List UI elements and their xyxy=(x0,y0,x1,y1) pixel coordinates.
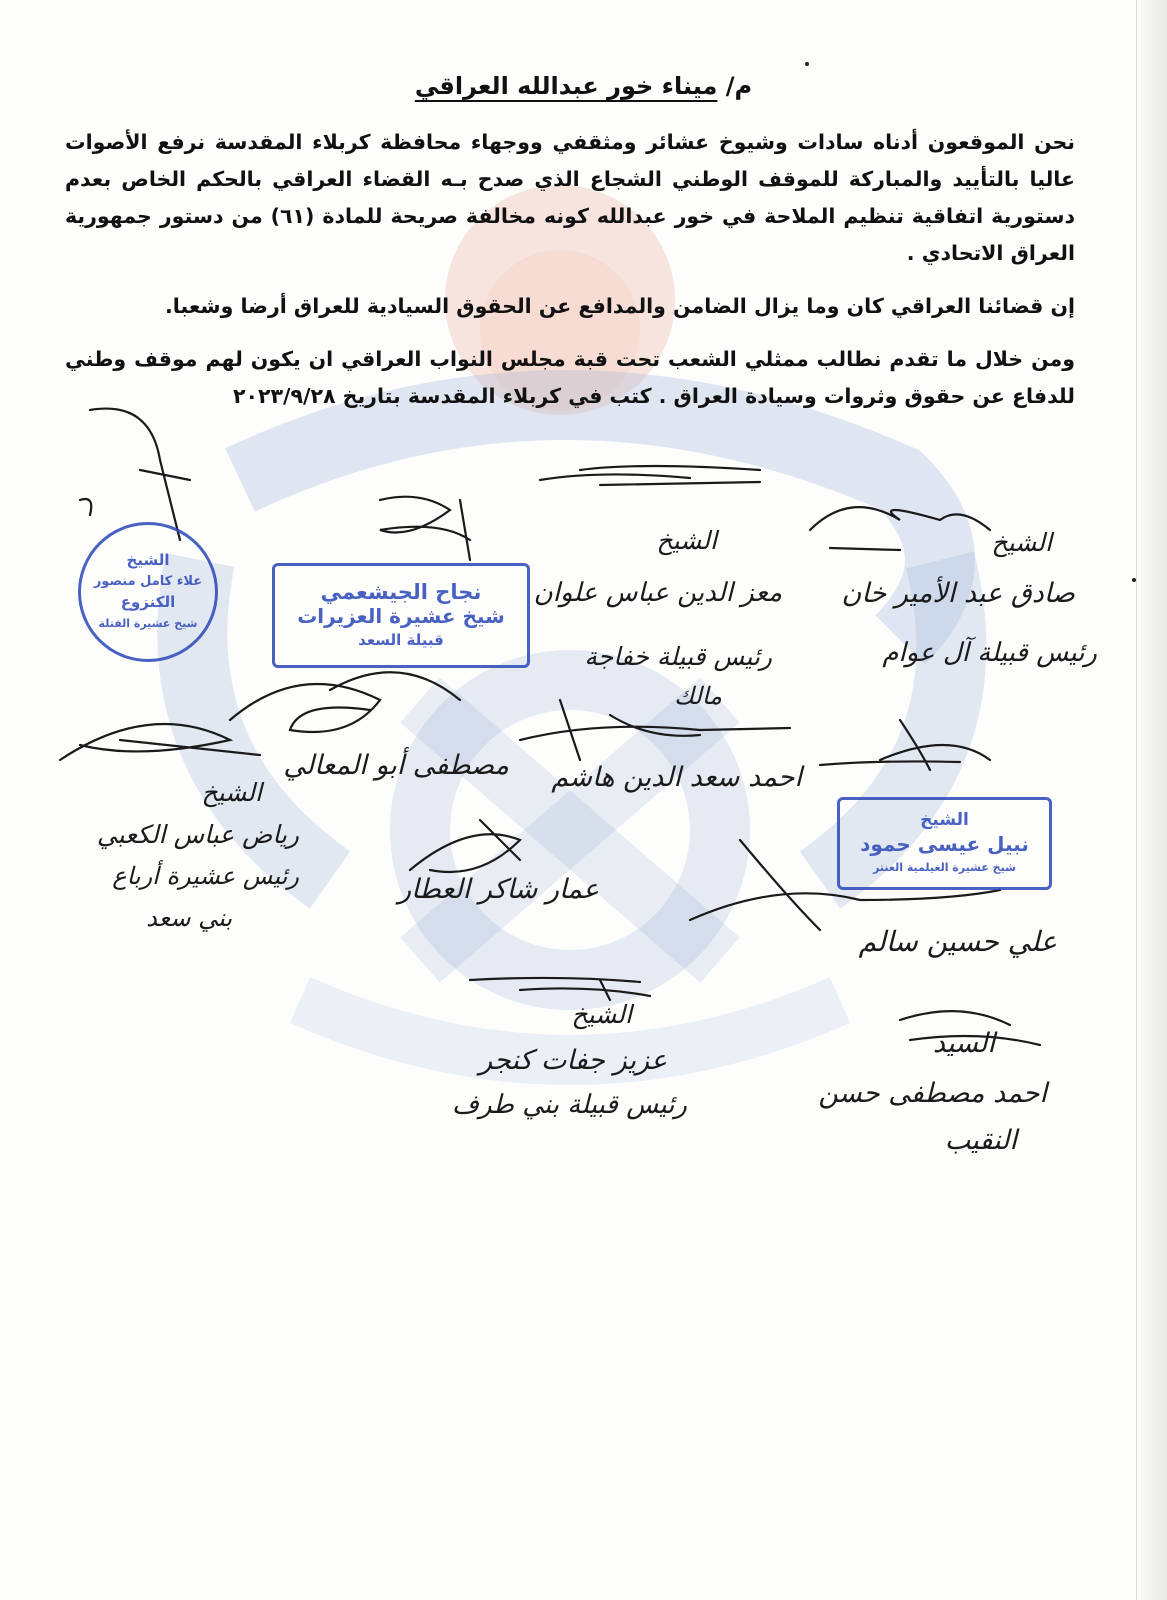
signatory-name: صادق عبد الأمير خان xyxy=(841,578,1075,609)
signatory-role: رئيس قبيلة خفاجة xyxy=(584,642,772,671)
signatory-name: عمار شاكر العطار xyxy=(398,874,599,905)
signatory-name: مصطفى أبو المعالي xyxy=(283,750,509,781)
paragraph-demand: ومن خلال ما تقدم نطالب ممثلي الشعب تحت قبة مجلس النواب العراقي ان يكون لهم موقف وطني للدفاع عن حقوق وثروات وسيادة العراق . كتب في كربلاء المقدسة بتاريخ ٢٠٢٣/٩/٢٨ xyxy=(65,347,1075,408)
signatory-title: الشيخ xyxy=(201,778,262,807)
signatory-role: النقيب xyxy=(944,1125,1017,1156)
signatory-title: الشيخ xyxy=(571,1000,632,1029)
signatory-role: رئيس عشيرة أرباع xyxy=(112,862,299,890)
paragraph-support: نحن الموقعون أدناه سادات وشيوخ عشائر ومثقفي ووجهاء محافظة كربلاء المقدسة نرفع الأصوات عاليا بالتأييد والمباركة للموقف الوطني الشجاع الذي صدح بـه القضاء العراقي بالحكم الخاص بعدم دستورية اتفاقية تنظيم الملاحة في خور عبدالله كونه مخالفة صريحة للمادة (٦١) من دستور جمهورية العراق الاتحادي . xyxy=(65,130,1076,265)
title-prefix: م/ xyxy=(725,72,753,100)
signatory-role: مالك xyxy=(674,682,722,710)
stamp-line: شيخ عشيرة الفتلة xyxy=(98,617,198,630)
signatory-title: الشيخ xyxy=(656,526,717,555)
signatory-role: رئيس قبيلة آل عوام xyxy=(882,638,1097,668)
signatory-name: احمد سعد الدين هاشم xyxy=(551,762,802,793)
paragraph-judiciary: إن قضائنا العراقي كان وما يزال الضامن والمدافع عن الحقوق السيادية للعراق أرضا وشعبا. xyxy=(165,294,1075,318)
title-text: ميناء خور عبدالله العراقي xyxy=(414,72,718,100)
stamp-line: الشيخ xyxy=(126,551,170,569)
signatory-title: الشيخ xyxy=(991,528,1052,557)
signatory-title: السيد xyxy=(932,1028,995,1059)
signatory-name: عزيز جفات كنجر xyxy=(479,1045,667,1076)
signatory-name: احمد مصطفى حسن xyxy=(818,1078,1047,1109)
stamp-line: نجاح الجيشعمي xyxy=(320,579,482,604)
signatory-role: بني سعد xyxy=(146,904,232,932)
stamp-line: علاء كامل منصور xyxy=(93,574,203,589)
stamp-line: شيخ عشيرة الغيلمية العنتر xyxy=(873,860,1016,874)
stamp-line: نبيل عيسى حمود xyxy=(860,831,1029,856)
signatory-name: علي حسين سالم xyxy=(858,925,1057,958)
signatory-name: معز الدين عباس علوان xyxy=(533,578,782,608)
signatory-name: رياض عباس الكعبي xyxy=(96,820,299,849)
stamp-line: الشيخ xyxy=(920,809,969,830)
stamp-line: قبيلة السعد xyxy=(358,630,444,649)
stamp-line: الكنزوع xyxy=(120,593,176,611)
stamp-line: شيخ عشيرة العزيرات xyxy=(297,603,505,628)
signatory-role: رئيس قبيلة بني طرف xyxy=(452,1090,687,1120)
